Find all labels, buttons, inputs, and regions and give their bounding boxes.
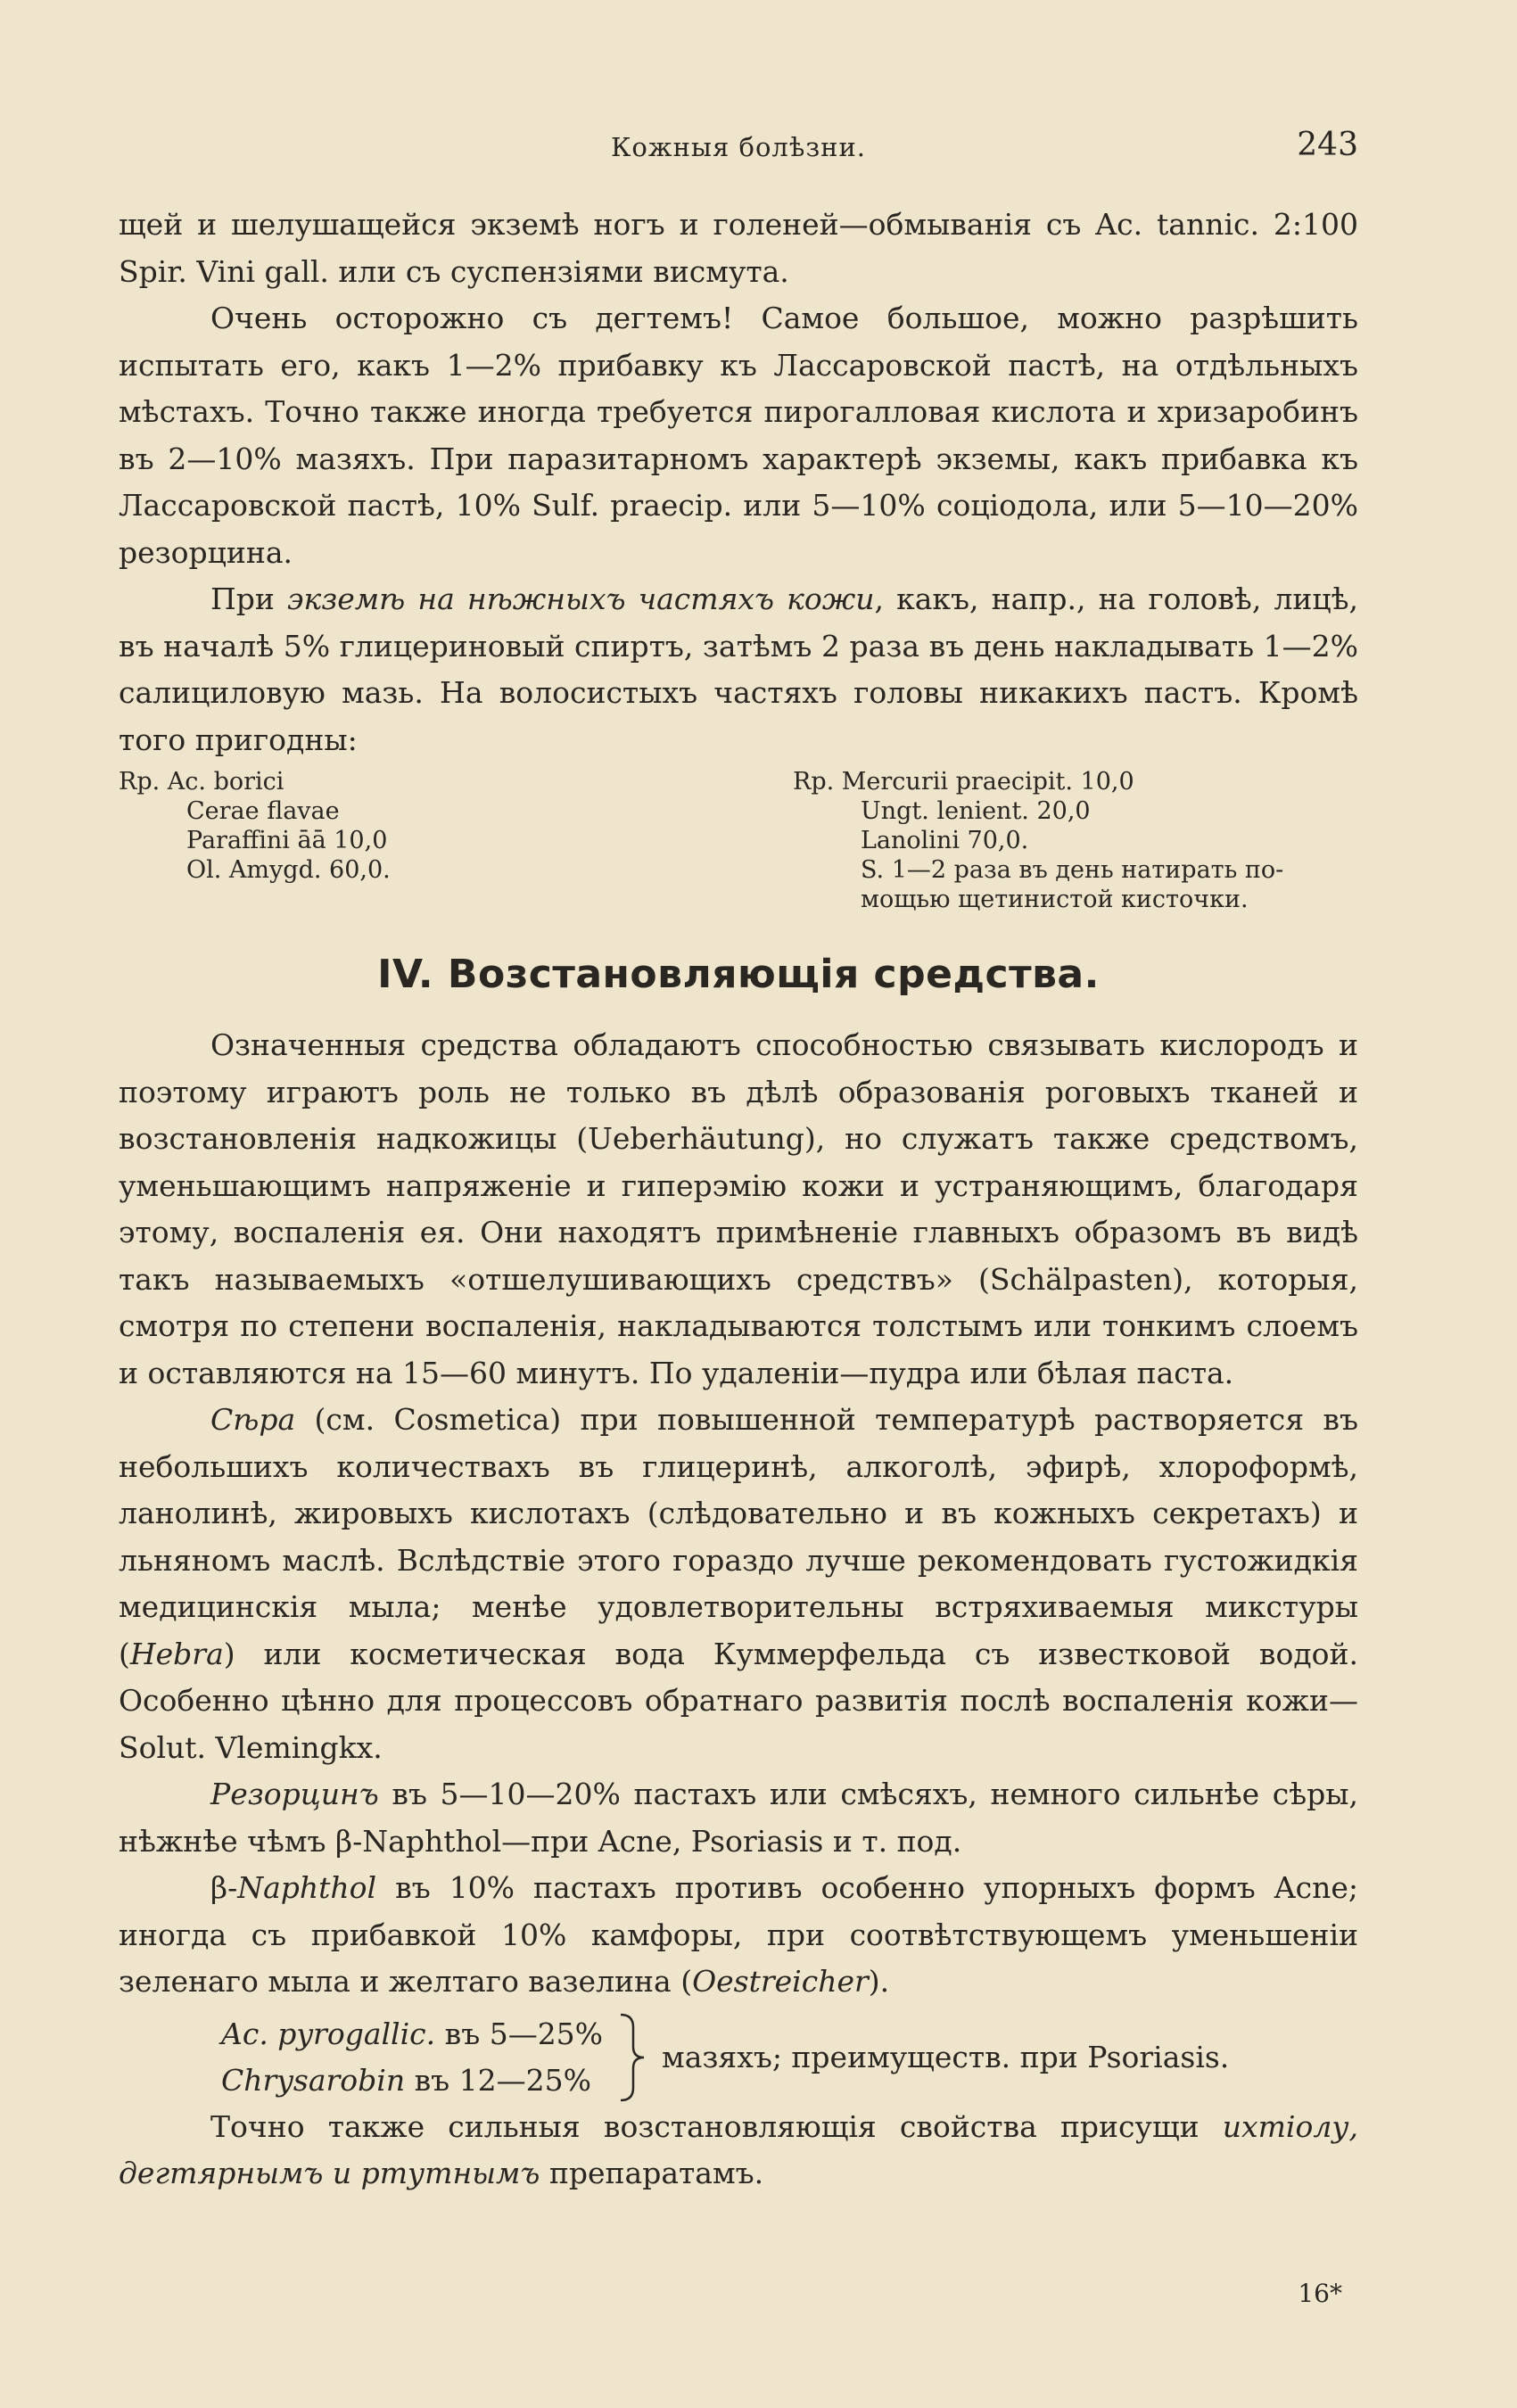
page-header xyxy=(119,127,1358,168)
rx-line: Rp. Mercurii praecipit. 10,0 xyxy=(793,768,1134,796)
paragraph-resorcin: Резорцинъ въ 5—10—20% пастахъ или смѣсяхъ, немного сильнѣе сѣры, нѣжнѣе чѣмъ β-Naphthol—при Acne, Psoriasis и т. под. xyxy=(119,1777,1358,1859)
running-head: Кожныя болѣзни. xyxy=(610,132,867,162)
paragraph-sulfur: Сѣра (см. Cosmetica) при повышенной температурѣ растворяется въ небольшихъ количествахъ въ глицеринѣ, алкоголѣ, эфирѣ, хлороформѣ, ланолинѣ, жировыхъ кислотахъ (слѣдовательно и въ кожныхъ секретахъ) и льняномъ маслѣ. Вслѣдствіе этого гораздо лучше рекомендовать густожидкія медицинскія мыла; менѣе удовлетворительны встряхиваемыя микстуры (Hebra) или косметическая вода Куммерфельда съ известковой водой. Особенно цѣнно для процессовъ обратнаго развитія послѣ воспаленія кожи—Solut. Vlemingkx. xyxy=(119,1402,1358,1765)
rx-line: S. 1—2 раза въ день натирать по- xyxy=(861,856,1284,884)
paragraph-intro: Означенныя средства обладаютъ способностью связывать кислородъ и поэтому играютъ роль не только въ дѣлѣ образованія роговыхъ тканей и возстановленія надкожицы (Ueberhäutung), но служатъ также средствомъ, уменьшающимъ напряженіе и гиперэмію кожи и устраняющимъ, благодаря этому, воспаленія ея. Они находятъ примѣненіе главныхъ образомъ въ видѣ такъ называемыхъ «отшелушивающихъ средствъ» (Schälpasten), которыя, смотря по степени воспаленія, накладываются толстымъ или тонкимъ слоемъ и оставляются на 15—60 минутъ. По удаленіи—пудра или бѣлая паста. xyxy=(119,1027,1358,1390)
prescription-right xyxy=(793,767,1358,914)
page-body xyxy=(119,202,1358,2198)
formula-tail: мазяхъ; преимуществ. при Psoriasis. xyxy=(662,2040,1230,2074)
signature-mark: 16* xyxy=(1298,2279,1342,2308)
prescription-left xyxy=(119,767,793,914)
emphasis-author: Oestreicher xyxy=(692,1964,869,1999)
formula-line: Chrysarobin въ 12—25% xyxy=(221,2062,592,2098)
emphasis-term: экземѣ на нѣжныхъ частяхъ кожи xyxy=(287,581,875,616)
emphasis-term: Резорцинъ xyxy=(210,1777,379,1811)
emphasis-term: ихтіолу, дегтярнымъ и ртутнымъ xyxy=(119,2108,1358,2190)
paragraph-final: Точно также сильныя возстановляющія свойства присущи ихтіолу, дегтярнымъ и ртутнымъ препаратамъ. xyxy=(119,2108,1358,2190)
formula-block xyxy=(119,2011,1358,2104)
rx-line: Cerae flavae xyxy=(186,797,340,825)
rx-line: Ol. Amygd. 60,0. xyxy=(186,856,391,884)
emphasis-term: Naphthol xyxy=(237,1870,377,1905)
rx-line: Ungt. lenient. 20,0 xyxy=(861,797,1091,825)
rx-line: мощью щетинистой кисточки. xyxy=(861,886,1249,913)
rx-line: Lanolini 70,0. xyxy=(861,827,1029,854)
emphasis-term: Сѣра xyxy=(210,1402,296,1437)
section-title: IV. Возстановляющія средства. xyxy=(377,952,1100,997)
prescriptions xyxy=(119,767,1358,914)
emphasis-author: Hebra xyxy=(129,1636,224,1671)
rx-line: Paraffini āā 10,0 xyxy=(186,827,388,854)
paragraph-continued: щей и шелушащейся экземѣ ногъ и голеней—обмыванія съ Ac. tannic. 2:100 Spir. Vini gall. или съ суспензіями висмута. xyxy=(119,207,1358,289)
page-number: 243 xyxy=(1297,127,1358,163)
formula-line: Ac. pyrogallic. въ 5—25% xyxy=(221,2016,604,2051)
rx-line: Rp. Ac. borici xyxy=(119,768,284,796)
formula-lines xyxy=(119,2011,603,2104)
paragraph-scalp: При экземѣ на нѣжныхъ частяхъ кожи, какъ, напр., на головѣ, лицѣ, въ началѣ 5% глицериновый спиртъ, затѣмъ 2 раза въ день накладывать 1—2% салициловую мазь. На волосистыхъ частяхъ головы никакихъ пастъ. Кромѣ того пригодны: xyxy=(119,581,1359,757)
paragraph-tar: Очень осторожно съ дегтемъ! Самое большое, можно разрѣшить испытать его, какъ 1—2% прибавку къ Лассаровской пастѣ, на отдѣльныхъ мѣстахъ. Точно также иногда требуется пирогалловая кислота и хризаробинъ въ 2—10% мазяхъ. При паразитарномъ характерѣ экземы, какъ прибавка къ Лассаровской пастѣ, 10% Sulf. praecip. или 5—10% соціодола, или 5—10—20% резорцина. xyxy=(119,301,1358,570)
paragraph-naphthol: β-Naphthol въ 10% пастахъ противъ особенно упорныхъ формъ Acne; иногда съ прибавкой 10% камфоры, при соотвѣтствующемъ уменьшеніи зеленаго мыла и желтаго вазелина (Oestreicher). xyxy=(119,1870,1358,1999)
right-brace-icon xyxy=(615,2011,651,2104)
